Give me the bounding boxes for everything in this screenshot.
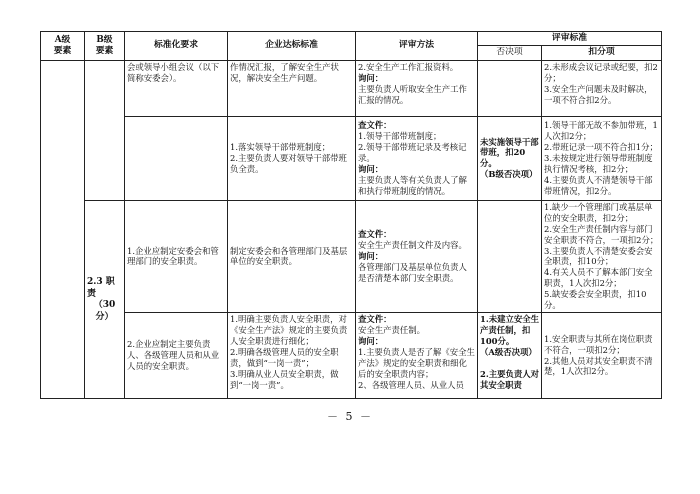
table-row [41, 313, 662, 399]
enterprise-cell: 1.落实领导干部带班制度； 2.主要负责人要对领导干部带班负全责。 [228, 116, 356, 200]
header-enterprise-standard: 企业达标标准 [228, 32, 356, 61]
deduction-cell: 1.领导干部无故不参加带班，1人次扣2分； 2.带班记录一项不符合扣1分； 3.未按规定进行领导带班制度执行情况考核，扣2分； 4.主要负责人不清楚领导干部带班情况，扣2分。 [542, 116, 662, 200]
veto-cell [478, 200, 542, 312]
method-line: 1.领导干部带班制度； [358, 131, 442, 142]
deduction-cell: 2.未形成会议记录或纪要，扣2分； 3.安全生产问题未及时解决，一项不符合扣2分。 [542, 60, 662, 116]
method-line: 安全生产责任制文件及内容。 [358, 240, 467, 251]
method-line: 安全生产责任制。 [358, 324, 425, 335]
enterprise-cell: 制定安委会和各管理部门及基层单位的安全职责。 [228, 200, 356, 312]
enterprise-cell: 作情况汇报，了解安全生产状况，解决安全生产问题。 [228, 60, 356, 116]
deduction-cell: 1.缺少一个管理部门或基层单位的安全职责，扣2分； 2.安全生产责任制内容与部门安全职责不符合，一项扣2分； 3.主要负责人不清楚安委会安全职责，扣10分； 4.有关人员不了解本部门安全职责，1人次扣2分； 5.缺安委会安全职责，扣10分。 [542, 200, 662, 312]
veto-cell [478, 60, 542, 116]
veto-cell: 1.未建立安全生产责任制，扣100分。 （A级否决项） 2.主要负责人对其安全职责 [478, 313, 542, 399]
enterprise-cell: 1.明确主要负责人安全职责，对《安全生产法》规定的主要负责人安全职责进行细化； 2.明确各级管理人员的安全职责，做到“一岗一责”； 3.明确从业人员安全职责，做到“一岗一责”。 [228, 313, 356, 399]
header-b-level: B级 要素 [85, 32, 125, 61]
veto-cell: 未实施领导干部带班，扣20分。 （B级否决项） [478, 116, 542, 200]
method-cell [356, 313, 478, 399]
method-line: 询问： [358, 335, 384, 346]
table-row [41, 60, 662, 116]
method-line: 2.领导干部带班记录及考核记录。 [358, 141, 467, 163]
b-level-cell [85, 60, 125, 200]
standard-cell: 2.企业应制定主要负责人、各级管理人员和从业人员的安全职责。 [125, 313, 228, 399]
header-review-criteria: 评审标准 [478, 32, 662, 46]
method-line: 1.主要负责人是否了解《安全生产法》规定的安全职责和细化后的安全职责内容； [358, 346, 475, 379]
method-line: 询问： [358, 163, 384, 174]
method-cell [356, 200, 478, 312]
header-standard: 标准化要求 [125, 32, 228, 61]
b-level-label: 2.3 职责 [87, 277, 115, 299]
header-deduction: 扣分项 [542, 46, 662, 60]
method-cell [356, 116, 478, 200]
header-veto: 否决项 [478, 46, 542, 60]
method-line: 询问： [358, 72, 384, 83]
standard-cell: 1.企业应制定安委会和管理部门的安全职责。 [125, 200, 228, 312]
b-level-cell [85, 200, 125, 398]
method-line: 各管理部门及基层单位负责人是否清楚本部门安全职责。 [358, 261, 467, 283]
header-a-level: A级 要素 [41, 32, 85, 61]
method-line: 主要负责人听取安全生产工作汇报的情况。 [358, 83, 467, 105]
method-line: 主要负责人等有关负责人了解和执行带班制度的情况。 [358, 174, 467, 196]
table-row [41, 200, 662, 312]
standard-cell [125, 116, 228, 200]
method-line: 2.安全生产工作汇报资料。 [358, 61, 459, 72]
b-level-score: （30分） [93, 300, 116, 323]
method-cell [356, 60, 478, 116]
header-review-method: 评审方法 [356, 32, 478, 61]
page-number: － 5 － [327, 410, 373, 423]
deduction-cell: 1.安全职责与其所在岗位职责不符合，一项扣2分； 2.其他人员对其安全职责不清楚，1人次扣2分。 [542, 313, 662, 399]
method-line: 查文件： [358, 120, 392, 131]
table-row [41, 116, 662, 200]
method-line: 查文件： [358, 314, 392, 325]
a-level-cell [41, 60, 85, 398]
method-line: 查文件： [358, 229, 392, 240]
header-row [41, 32, 662, 46]
standard-cell: 会或领导小组会议（以下简称安委会）。 [125, 60, 228, 116]
method-line: 询问： [358, 250, 384, 261]
method-line: 2、各级管理人员、从业人员 [358, 379, 464, 390]
standards-table [40, 31, 662, 399]
